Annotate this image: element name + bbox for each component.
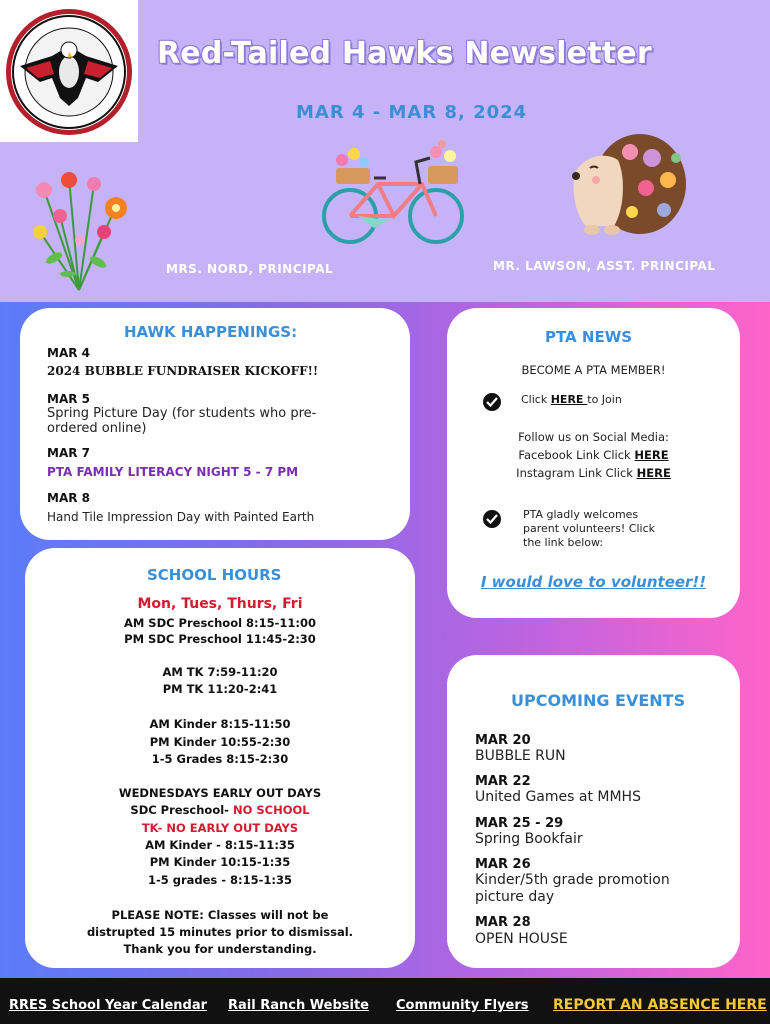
newsletter-header: [0, 0, 770, 302]
note-line: PLEASE NOTE: Classes will not be: [111, 908, 329, 922]
upcoming-events-card: [447, 655, 740, 968]
instagram-prefix: Instagram Link Click: [516, 466, 637, 480]
event-date: MAR 8: [47, 491, 90, 505]
volunteer-text: parent volunteers! Click: [523, 522, 656, 535]
hours-line: AM SDC Preschool 8:15-11:00: [123, 616, 317, 630]
hedgehog-icon: [566, 130, 688, 240]
flower-bouquet-icon: [24, 170, 134, 296]
social-media-heading: Follow us on Social Media:: [518, 430, 669, 444]
footer-links-bar: [0, 978, 770, 1024]
asst-principal-name: MR. LAWSON, ASST. PRINCIPAL: [493, 259, 716, 273]
event-text: 2024 BUBBLE FUNDRAISER KICKOFF!!: [47, 364, 319, 378]
event-date: MAR 7: [47, 446, 90, 460]
facebook-link[interactable]: HERE: [634, 448, 669, 462]
hours-line: 1-5 grades - 8:15-1:35: [147, 873, 293, 887]
event-date: MAR 20: [475, 733, 531, 748]
event-date: MAR 26: [475, 857, 531, 872]
instagram-link[interactable]: HERE: [636, 466, 671, 480]
hawk-happenings-card: [20, 308, 410, 540]
event-date: MAR 5: [47, 392, 90, 406]
note-line: distrupted 15 minutes prior to dismissal.: [86, 925, 354, 939]
volunteer-text: the link below:: [523, 536, 604, 549]
hawk-happenings-title: HAWK HAPPENINGS:: [124, 323, 298, 341]
hours-line: AM Kinder - 8:15-11:35: [145, 838, 295, 852]
school-hours-card: [25, 548, 415, 968]
hours-line: PM Kinder 10:55-2:30: [149, 735, 291, 749]
website-link[interactable]: Rail Ranch Website: [228, 998, 369, 1013]
join-prefix: Click: [521, 393, 551, 406]
wednesday-heading: WEDNESDAYS EARLY OUT DAYS: [118, 786, 322, 800]
hours-line: PM Kinder 10:15-1:35: [149, 855, 291, 869]
hours-line: AM Kinder 8:15-11:50: [149, 717, 291, 731]
upcoming-events-title: UPCOMING EVENTS: [511, 691, 686, 710]
hours-line: AM TK 7:59-11:20: [162, 665, 278, 679]
event-date: MAR 28: [475, 915, 531, 930]
checkmark-icon: [483, 510, 501, 528]
event-text: OPEN HOUSE: [475, 931, 568, 947]
event-date: MAR 25 - 29: [475, 816, 564, 831]
volunteer-text: PTA gladly welcomes: [523, 508, 639, 521]
pta-news-title: PTA NEWS: [545, 328, 633, 346]
join-suffix: to Join: [587, 393, 622, 406]
sdc-preschool-label: SDC Preschool-: [130, 803, 233, 817]
event-text: picture day: [475, 889, 555, 905]
hours-line: 1-5 Grades 8:15-2:30: [151, 752, 289, 766]
tk-line: TK- NO EARLY OUT DAYS: [141, 821, 299, 835]
school-logo: [0, 0, 138, 142]
event-date: MAR 4: [47, 346, 90, 360]
newsletter-dates: MAR 4 - MAR 8, 2024: [296, 102, 528, 123]
instagram-line: [447, 466, 740, 480]
principal-name: MRS. NORD, PRINCIPAL: [166, 262, 334, 276]
facebook-prefix: Facebook Link Click: [518, 448, 635, 462]
event-text: PTA FAMILY LITERACY NIGHT 5 - 7 PM: [47, 465, 299, 479]
hawk-logo-icon: [2, 6, 136, 138]
calendar-link[interactable]: RRES School Year Calendar: [9, 998, 208, 1013]
sdc-preschool-line: [25, 803, 415, 817]
checkmark-icon: [483, 393, 501, 411]
event-text: Spring Picture Day (for students who pre-: [47, 406, 317, 421]
hours-line: PM TK 11:20-2:41: [162, 682, 278, 696]
note-line: Thank you for understanding.: [123, 942, 317, 956]
join-line: [521, 393, 622, 406]
no-school-text: NO SCHOOL: [232, 803, 310, 817]
event-text: ordered online): [47, 421, 147, 436]
event-date: MAR 22: [475, 774, 531, 789]
event-text: BUBBLE RUN: [475, 748, 566, 764]
event-text: Kinder/5th grade promotion: [475, 872, 670, 888]
event-text: Spring Bookfair: [475, 831, 583, 847]
school-days: Mon, Tues, Thurs, Fri: [137, 596, 303, 612]
join-here-link[interactable]: HERE: [550, 393, 588, 406]
report-absence-link[interactable]: REPORT AN ABSENCE HERE: [553, 997, 767, 1013]
pta-news-card: [447, 308, 740, 618]
newsletter-title: Red-Tailed Hawks Newsletter: [157, 36, 652, 71]
pta-membership-text: BECOME A PTA MEMBER!: [521, 363, 666, 377]
event-text: Hand Tile Impression Day with Painted Earth: [47, 510, 315, 524]
event-text: United Games at MMHS: [475, 789, 641, 805]
school-hours-title: SCHOOL HOURS: [147, 566, 282, 584]
bicycle-icon: [318, 140, 468, 250]
community-flyers-link[interactable]: Community Flyers: [396, 998, 529, 1013]
volunteer-link[interactable]: I would love to volunteer!!: [480, 573, 707, 591]
hours-line: PM SDC Preschool 11:45-2:30: [124, 632, 316, 646]
facebook-line: [447, 448, 740, 462]
